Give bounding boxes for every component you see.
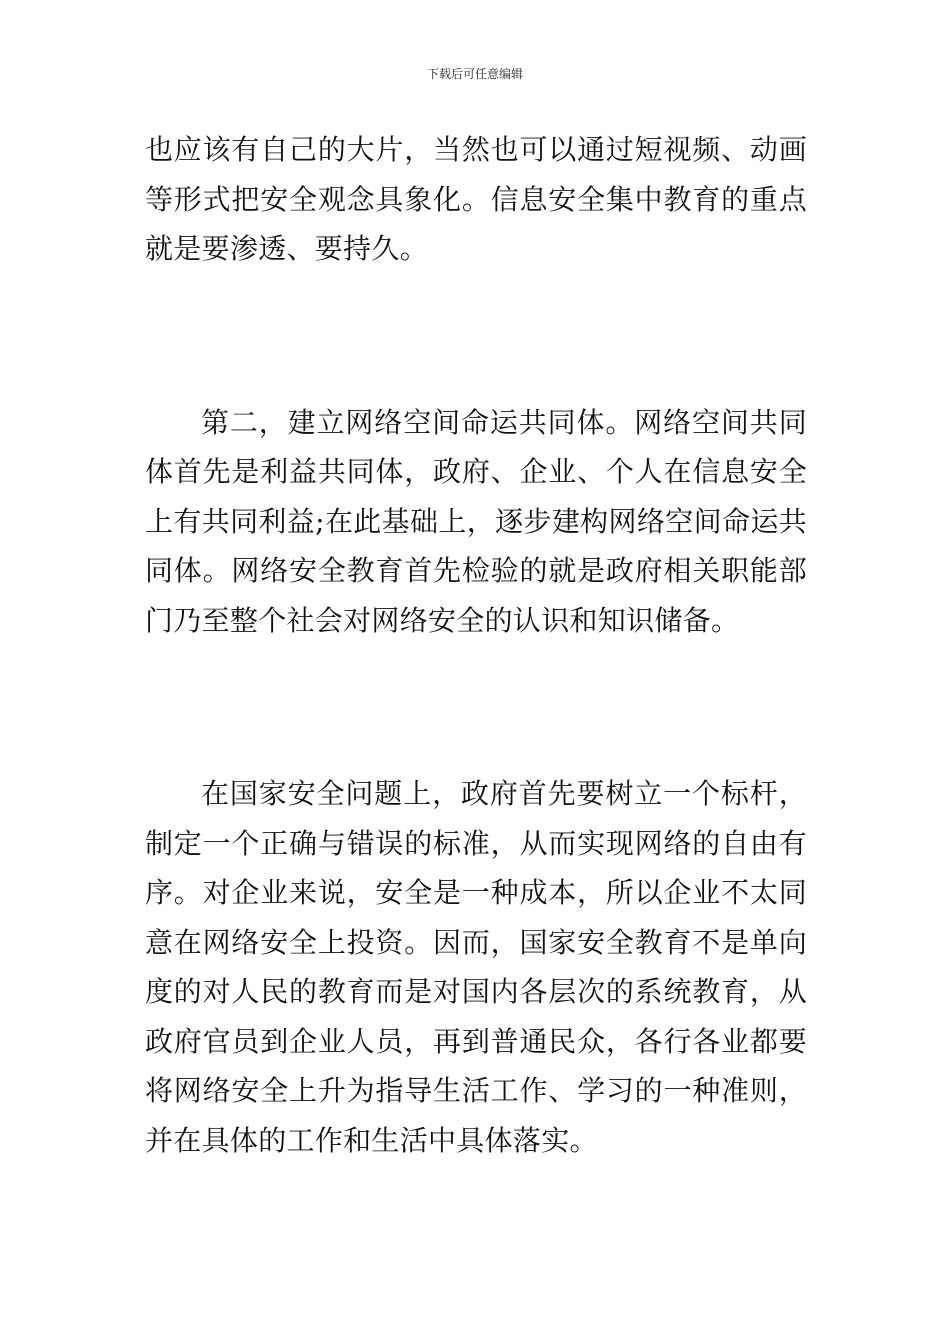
paragraph-1: 也应该有自己的大片，当然也可以通过短视频、动画等形式把安全观念具象化。信息安全集中教育的重点就是要渗透、要持久。 [145, 133, 807, 265]
page-header-note: 下载后可任意编辑 [426, 67, 523, 81]
paragraph-3: 在国家安全问题上，政府首先要树立一个标杆，制定一个正确与错误的标准，从而实现网络的自由有序。对企业来说，安全是一种成本，所以企业不太同意在网络安全上投资。因而，国家安全教育不是单向度的对人民的教育而是对国内各层次的系统教育，从政府官员到企业人员，再到普通民众，各行各业都要将网络安全上升为指导生活工作、学习的一种准则，并在具体的工作和生活中具体落实。 [145, 777, 807, 1157]
paragraph-2: 第二，建立网络空间命运共同体。网络空间共同体首先是利益共同体，政府、企业、个人在信息安全上有共同利益;在此基础上，逐步建构网络空间命运共同体。网络安全教育首先检验的就是政府相关职能部门乃至整个社会对网络安全的认识和知识储备。 [145, 405, 807, 637]
document-body [145, 125, 807, 1165]
